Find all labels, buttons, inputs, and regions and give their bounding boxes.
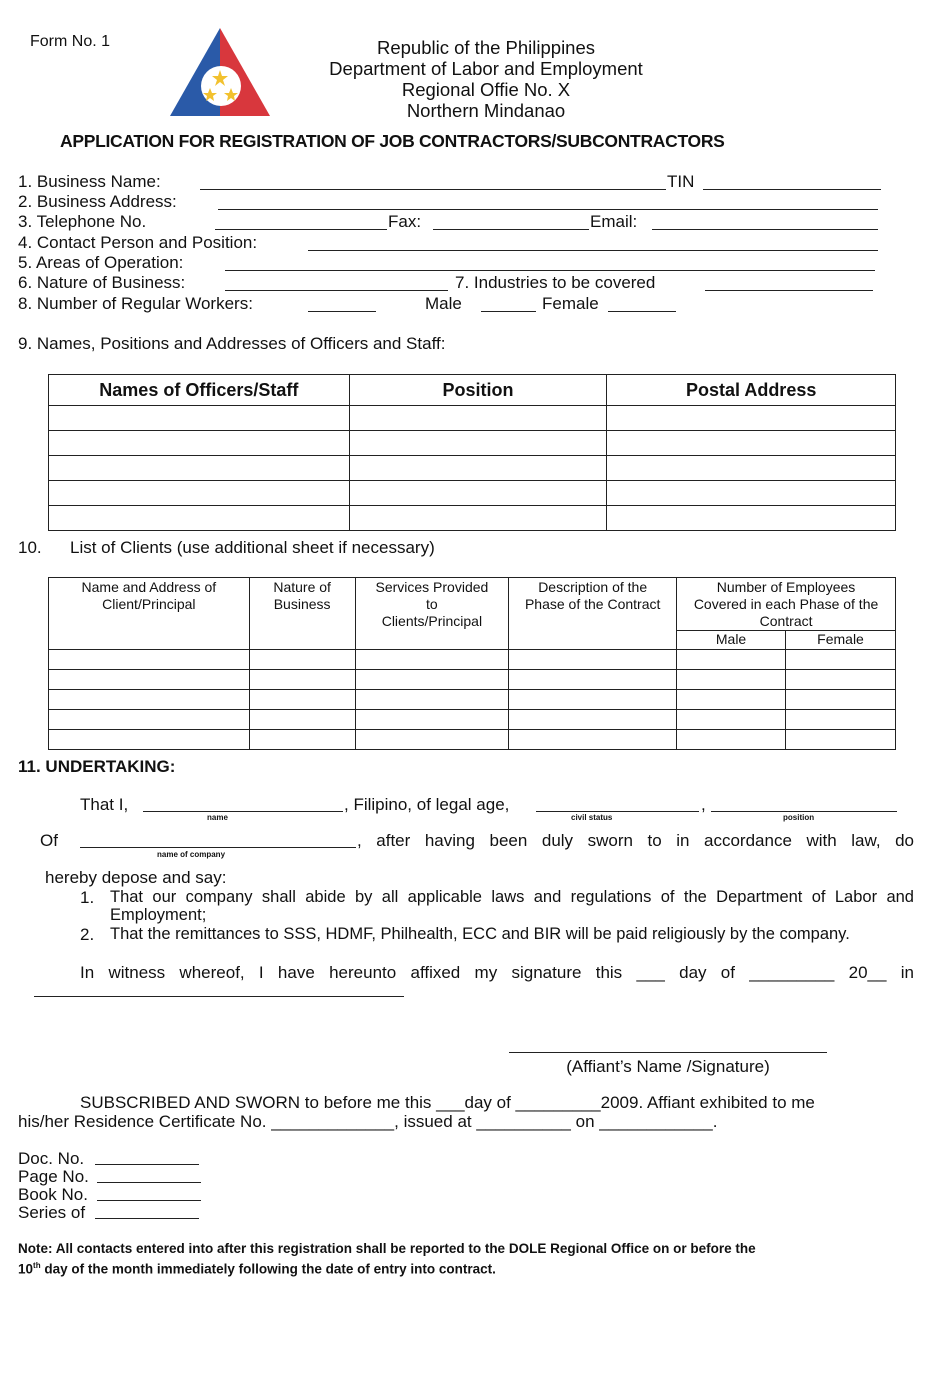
col-male-header: Male	[677, 631, 786, 650]
fax-line[interactable]	[433, 229, 589, 230]
areas-operation-line[interactable]	[225, 270, 875, 271]
dole-logo	[168, 26, 272, 118]
after-sworn-text: , after having been duly sworn to in accordance with law, do	[357, 831, 914, 850]
nature-business-line[interactable]	[225, 290, 448, 291]
company-name-line[interactable]	[80, 847, 356, 848]
clients-table	[48, 577, 896, 750]
jurat-line-2: his/her Residence Certificate No. _____________, issued at __________ on ____________.	[18, 1112, 718, 1131]
witness-text: In witness whereof, I have hereunto affixed my signature this ___ day of _________ 20__ in	[80, 963, 914, 982]
table-row[interactable]	[49, 670, 896, 690]
table-header-row	[49, 375, 896, 406]
table-row[interactable]	[49, 456, 896, 481]
header-line-1: Republic of the Philippines	[376, 37, 596, 58]
female-line[interactable]	[608, 311, 676, 312]
col-female-header: Female	[786, 631, 896, 650]
affiant-caption: (Affiant’s Name /Signature)	[566, 1057, 770, 1076]
jurat-line-1: SUBSCRIBED AND SWORN to before me this ___day of _________2009. Affiant exhibited to me	[80, 1093, 815, 1112]
civil-status-line[interactable]	[536, 811, 699, 812]
regular-workers-label: 8. Number of Regular Workers:	[18, 294, 253, 313]
fax-label: Fax:	[388, 212, 422, 231]
series-line[interactable]	[95, 1218, 199, 1219]
industries-line[interactable]	[705, 290, 873, 291]
position-caption: position	[783, 813, 815, 822]
col-client-header: Name and Address of Client/Principal	[49, 578, 250, 650]
page-no-label: Page No.	[18, 1167, 89, 1186]
table-row[interactable]	[49, 406, 896, 431]
tin-label: TIN	[667, 172, 695, 191]
female-label: Female	[542, 294, 599, 313]
item-2-number: 2.	[80, 925, 95, 944]
table-row[interactable]	[49, 650, 896, 670]
business-name-line[interactable]	[200, 189, 666, 190]
nature-business-label: 6. Nature of Business:	[18, 273, 186, 292]
of-text: Of	[40, 831, 58, 850]
form-number: Form No. 1	[30, 33, 111, 50]
note-day-text: day of the month immediately following the date of entry into contract.	[40, 1261, 496, 1277]
witness-place-line[interactable]	[34, 996, 404, 997]
male-label: Male	[425, 294, 462, 313]
affiant-name-line[interactable]	[143, 811, 343, 812]
form-title: APPLICATION FOR REGISTRATION OF JOB CONTRACTORS/SUBCONTRACTORS	[60, 131, 725, 151]
filipino-text: , Filipino, of legal age,	[344, 795, 510, 814]
table-row[interactable]	[49, 431, 896, 456]
business-address-label: 2. Business Address:	[18, 192, 177, 211]
email-line[interactable]	[652, 229, 878, 230]
table-row[interactable]	[49, 710, 896, 730]
book-no-label: Book No.	[18, 1185, 88, 1204]
name-caption: name	[207, 813, 228, 822]
officers-table	[48, 374, 896, 531]
col-employees-header: Number of Employees Covered in each Phase of the Contract	[677, 578, 896, 631]
table-row[interactable]	[49, 506, 896, 531]
contact-person-line[interactable]	[308, 250, 878, 251]
civil-status-caption: civil status	[571, 813, 613, 822]
position-line[interactable]	[711, 811, 897, 812]
table-row[interactable]	[49, 730, 896, 750]
email-label: Email:	[590, 212, 638, 231]
header-line-2: Department of Labor and Employment	[329, 58, 643, 79]
note-day-suffix: th	[33, 1261, 41, 1270]
tin-line[interactable]	[703, 189, 881, 190]
table-header-row	[49, 578, 896, 631]
that-i-text: That I,	[80, 795, 129, 814]
areas-operation-label: 5. Areas of Operation:	[18, 253, 184, 272]
item-1-text: That our company shall abide by all applicable laws and regulations of the Department of Labor and Employment;	[110, 888, 914, 924]
note-day-number: 10	[18, 1261, 34, 1277]
company-caption: name of company	[157, 850, 226, 859]
section-9-title: 9. Names, Positions and Addresses of Officers and Staff:	[18, 334, 446, 353]
comma-text: ,	[701, 795, 706, 814]
header-line-3: Regional Offie No. X	[401, 79, 571, 100]
table-row[interactable]	[49, 690, 896, 710]
regular-workers-line[interactable]	[308, 311, 376, 312]
depose-text: hereby depose and say:	[45, 868, 227, 887]
series-label: Series of	[18, 1203, 86, 1222]
item-1-number: 1.	[80, 888, 95, 907]
col-address-header: Postal Address	[607, 375, 896, 406]
telephone-line[interactable]	[215, 229, 387, 230]
note-line-1: Note: All contacts entered into after this registration shall be reported to the DOLE Regional Office on or before the	[18, 1241, 756, 1256]
item-2-text: That the remittances to SSS, HDMF, Philhealth, ECC and BIR will be paid religiously by the company.	[110, 925, 850, 943]
page-no-line[interactable]	[97, 1182, 201, 1183]
business-address-line[interactable]	[218, 209, 878, 210]
col-position-header: Position	[349, 375, 607, 406]
col-nature-header: Nature of Business	[249, 578, 355, 650]
male-line[interactable]	[481, 311, 536, 312]
telephone-label: 3. Telephone No.	[18, 212, 147, 231]
col-description-header: Description of the Phase of the Contract	[509, 578, 677, 650]
header-line-4: Northern Mindanao	[406, 100, 566, 121]
table-row[interactable]	[49, 481, 896, 506]
doc-no-label: Doc. No.	[18, 1149, 85, 1168]
doc-no-line[interactable]	[95, 1164, 199, 1165]
business-name-label: 1. Business Name:	[18, 172, 161, 191]
industries-label: 7. Industries to be covered	[455, 273, 656, 292]
section-10-number: 10.	[18, 538, 42, 557]
col-names-header: Names of Officers/Staff	[49, 375, 350, 406]
section-10-title: List of Clients (use additional sheet if necessary)	[70, 538, 435, 557]
agency-header	[270, 37, 702, 121]
section-11-title: 11. UNDERTAKING:	[18, 757, 176, 776]
book-no-line[interactable]	[97, 1200, 201, 1201]
col-services-header: Services Provided to Clients/Principal	[355, 578, 509, 650]
contact-person-label: 4. Contact Person and Position:	[18, 233, 258, 252]
affiant-signature-line[interactable]	[509, 1052, 827, 1053]
note-line-2	[18, 1257, 496, 1278]
